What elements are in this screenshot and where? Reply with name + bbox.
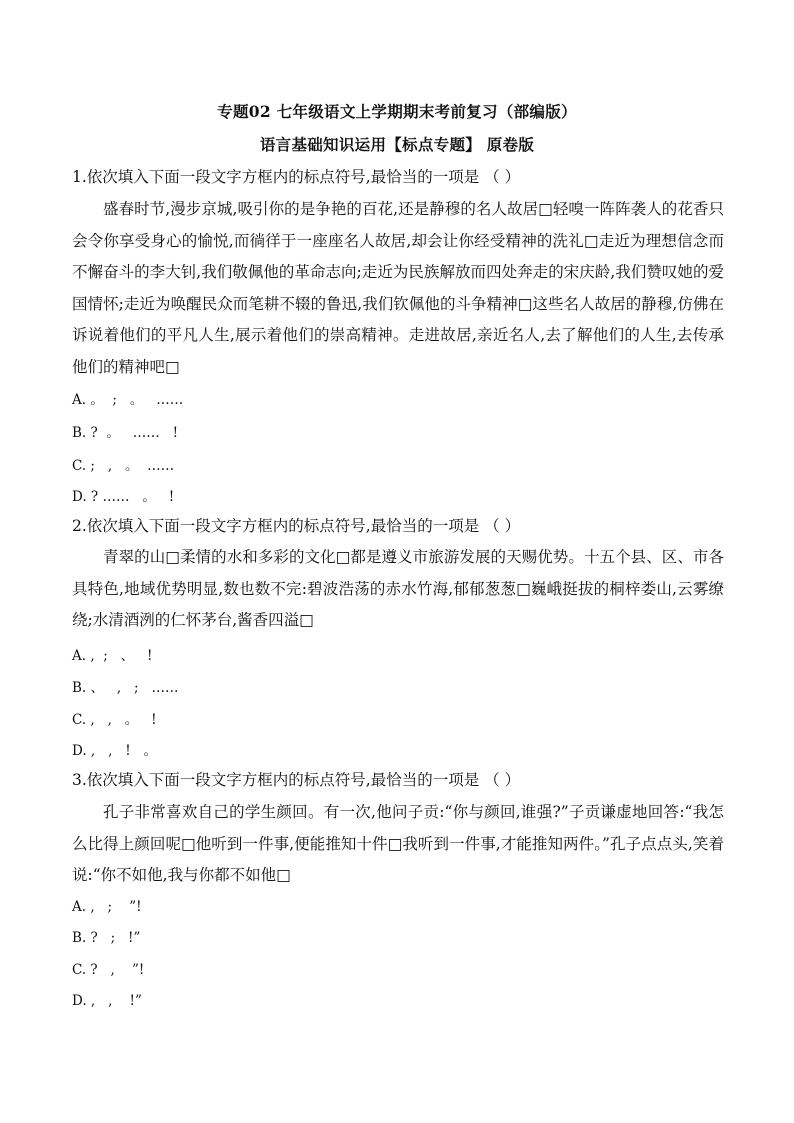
question-3-passage: 孔子非常喜欢自己的学生颜回。有一次,他问子贡:“你与颜回,谁强?”子贡谦虚地回答:“我怎么比得上颜回呢□他听到一件事,便能推知十件□我听到一件事,才能推知两件。”孔子点点头,笑着说:“你不如他,我与你都不如他□ xyxy=(72,803,724,884)
question-2-passage: 青翠的山□柔情的水和多彩的文化□都是遵义市旅游发展的天赐优势。十五个县、区、市各具特色,地域优势明显,数也数不完:碧波浩荡的赤水竹海,郁郁葱葱□巍峨挺拔的桐梓娄山,云雾缭绕;水清酒洌的仁怀茅台,酱香四溢□ xyxy=(72,548,724,629)
question-1-stem: 1.依次填入下面一段文字方框内的标点符号,最恰当的一项是 （ ） xyxy=(72,168,521,186)
question-3-option-c: C. ? , ”! xyxy=(72,962,145,978)
question-3-stem: 3.依次填入下面一段文字方框内的标点符号,最恰当的一项是 （ ） xyxy=(72,771,521,789)
question-1-option-c: C. ; , 。 …… xyxy=(72,458,175,474)
question-2-option-c: C. , , 。 ! xyxy=(72,712,157,728)
document-title: 专题02 七年级语文上学期期末考前复习（部编版） xyxy=(217,102,577,121)
document-subtitle: 语言基础知识运用【标点专题】 原卷版 xyxy=(259,135,535,154)
question-2-option-a: A. , ; 、 ! xyxy=(72,648,153,664)
question-2-option-b: B. 、 , ; …… xyxy=(72,680,179,696)
question-1-passage: 盛春时节,漫步京城,吸引你的是争艳的百花,还是静穆的名人故居□轻嗅一阵阵袭人的花香只会令你享受身心的愉悦,而徜徉于一座座名人故居,却会让你经受精神的洗礼□走近为理想信念而不懈奋斗的李大钊,我们敬佩他的革命志向;走近为民族解放而四处奔走的宋庆龄,我们赞叹她的爱国情怀;走近为唤醒民众而笔耕不辍的鲁迅,我们钦佩他的斗争精神□这些名人故居的静穆,仿佛在诉说着他们的平凡人生,展示着他们的崇高精神。走进故居,亲近名人,去了解他们的人生,去传承他们的精神吧□ xyxy=(72,200,724,376)
question-1-option-b: B. ? 。 …… ! xyxy=(72,425,178,441)
question-2-stem: 2.依次填入下面一段文字方框内的标点符号,最恰当的一项是 （ ） xyxy=(72,517,521,535)
question-3-option-d: D. , , !” xyxy=(72,993,142,1009)
question-2-option-d: D. , , ! 。 xyxy=(72,743,158,759)
question-1-option-d: D. ? …… 。 ! xyxy=(72,489,175,505)
question-3-option-a: A. , ; ”! xyxy=(72,899,142,915)
question-1-option-a: A. 。 ; 。 …… xyxy=(72,392,184,408)
question-3-option-b: B. ? ; !” xyxy=(72,930,141,946)
